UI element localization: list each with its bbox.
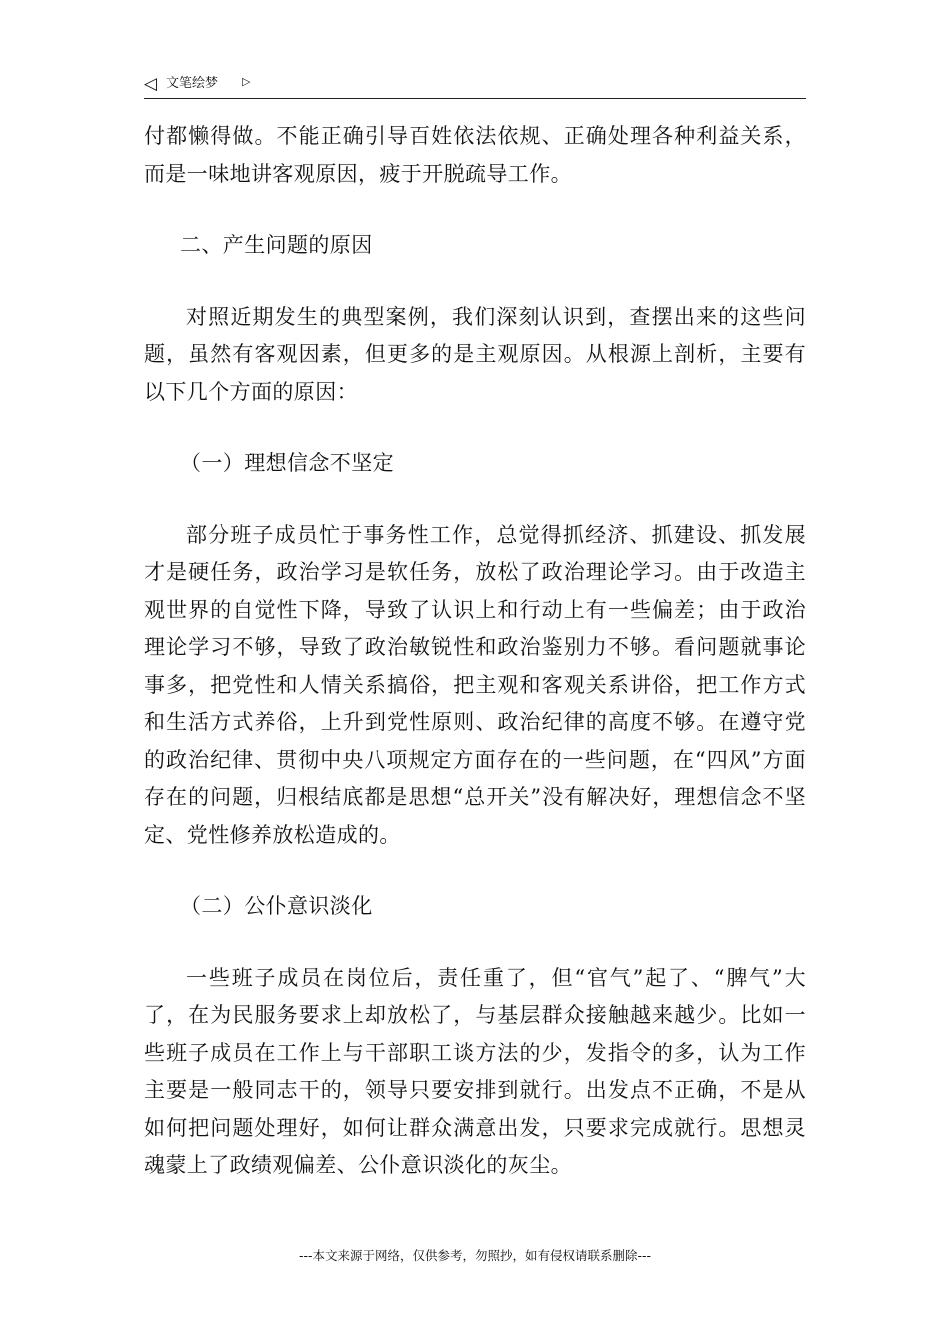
spacer — [144, 193, 806, 227]
paragraph-public-servant: 一些班子成员在岗位后，责任重了，但“官气”起了、“脾气”大了，在为民服务要求上却放松了，与基层群众接触越来越少。比如一些班子成员在工作上与干部职工谈方法的少，发指令的多，认为工作主要是一般同志干的，领导只要安排到就行。出发点不正确，不是从如何把问题处理好，如何让群众满意出发，只要求完成就行。思想灵魂蒙上了政绩观偏差、公仆意识淡化的灰尘。 — [144, 965, 806, 1177]
spacer — [144, 926, 806, 960]
paragraph-ideals: 部分班子成员忙于事务性工作，总觉得抓经济、抓建设、抓发展才是硬任务，政治学习是软任务，放松了政治理论学习。由于改造主观世界的自觉性下降，导致了认识上和行动上有一些偏差；由于政治理论学习不够，导致了政治敏锐性和政治鉴别力不够。看问题就事论事多，把党性和人情关系搞俗，把主观和客观关系讲俗，把工作方式和生活方式养俗，上升到党性原则、政治纪律的高度不够。在遵守党的政治纪律、贯彻中央八项规定方面存在的一些问题，在“四风”方面存在的问题，归根结底都是思想“总开关”没有解决好，理想信念不坚定、党性修养放松造成的。 — [144, 522, 806, 847]
spacer — [144, 854, 806, 888]
footer-notice: ---本文来源于网络，仅供参考，勿照抄，如有侵权请联系删除--- — [298, 1248, 652, 1263]
subheading-ideals: （一）理想信念不坚定 — [180, 451, 394, 475]
page-header — [144, 72, 806, 99]
spacer — [144, 411, 806, 445]
section-heading-reasons: 二、产生问题的原因 — [180, 233, 373, 257]
spacer — [144, 265, 806, 299]
triangle-left-icon: ◁ — [144, 74, 158, 94]
spacer — [144, 483, 806, 517]
paragraph-intro: 对照近期发生的典型案例，我们深刻认识到，查摆出来的这些问题，虽然有客观因素，但更多的是主观原因。从根源上剖析，主要有以下几个方面的原因： — [144, 304, 806, 404]
subheading-public-servant: （二）公仆意识淡化 — [180, 894, 373, 918]
paragraph-continued: 付都懒得做。不能正确引导百姓依法依规、正确处理各种利益关系，而是一味地讲客观原因，疲于开脱疏导工作。 — [144, 124, 806, 186]
document-body — [144, 118, 806, 1185]
triangle-right-icon: ▷ — [242, 75, 251, 88]
brand-name: 文笔绘梦 — [166, 76, 219, 91]
